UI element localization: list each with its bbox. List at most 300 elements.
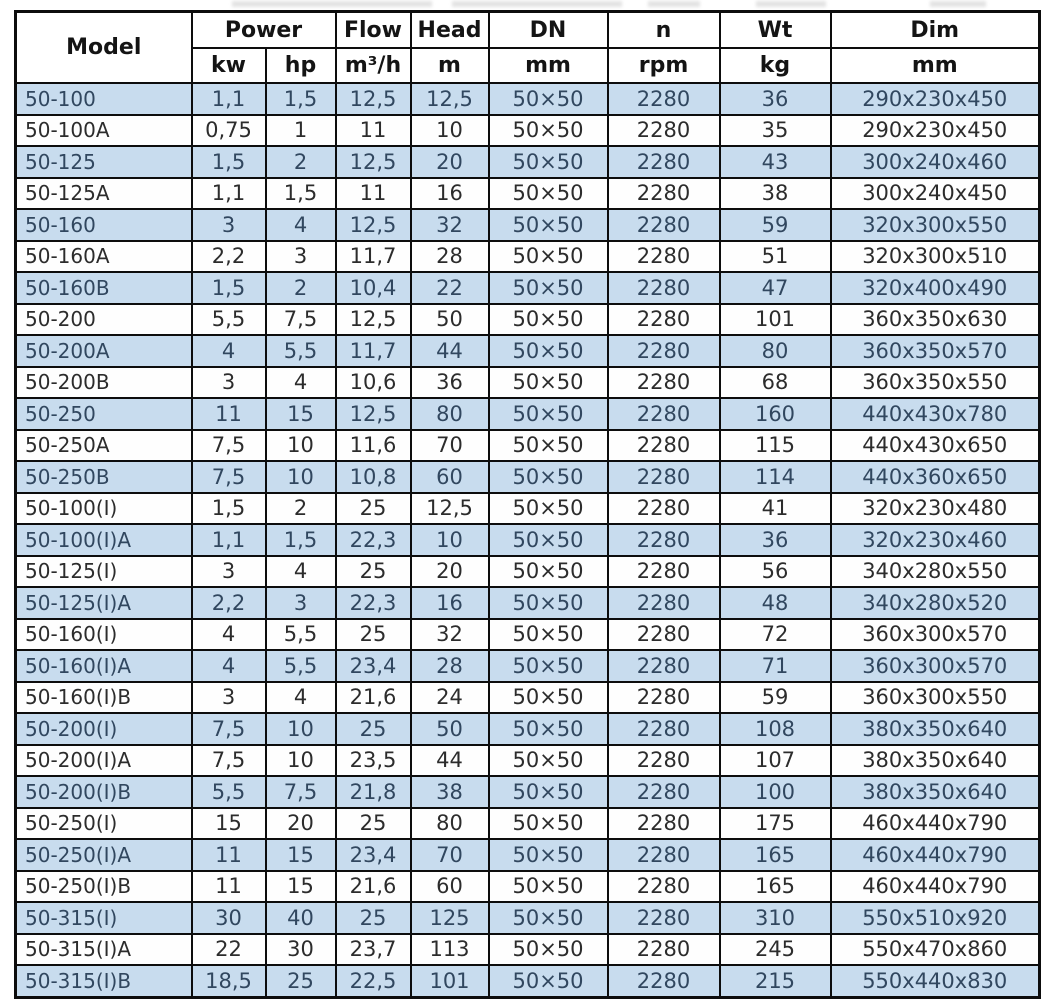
cell-flow: 22,3	[336, 587, 411, 619]
cell-dn: 50×50	[489, 808, 608, 840]
scan-artifact	[0, 1, 1054, 9]
cell-model: 50-200(I)A	[16, 745, 192, 777]
cell-hp: 5,5	[266, 650, 336, 682]
cell-kw: 11	[192, 871, 266, 903]
cell-head: 80	[411, 398, 489, 430]
table-row	[16, 871, 1040, 903]
cell-n: 2280	[608, 713, 720, 745]
cell-dim: 360x350x550	[831, 367, 1040, 399]
cell-dim: 290x230x450	[831, 83, 1040, 115]
cell-wt: 68	[720, 367, 831, 399]
cell-hp: 4	[266, 556, 336, 588]
cell-kw: 5,5	[192, 776, 266, 808]
cell-wt: 101	[720, 304, 831, 336]
cell-head: 28	[411, 241, 489, 273]
cell-dn: 50×50	[489, 934, 608, 966]
cell-flow: 23,4	[336, 650, 411, 682]
cell-dn: 50×50	[489, 839, 608, 871]
cell-hp: 40	[266, 902, 336, 934]
cell-flow: 21,8	[336, 776, 411, 808]
table-row	[16, 493, 1040, 525]
table-row	[16, 556, 1040, 588]
cell-kw: 1,1	[192, 178, 266, 210]
cell-dn: 50×50	[489, 335, 608, 367]
cell-hp: 4	[266, 367, 336, 399]
cell-wt: 41	[720, 493, 831, 525]
pump-spec-table	[14, 10, 1041, 999]
table-row	[16, 367, 1040, 399]
cell-dn: 50×50	[489, 272, 608, 304]
cell-kw: 7,5	[192, 430, 266, 462]
cell-model: 50-200	[16, 304, 192, 336]
cell-kw: 4	[192, 335, 266, 367]
cell-head: 22	[411, 272, 489, 304]
cell-kw: 11	[192, 398, 266, 430]
cell-head: 70	[411, 430, 489, 462]
cell-head: 20	[411, 556, 489, 588]
cell-dn: 50×50	[489, 367, 608, 399]
cell-flow: 10,4	[336, 272, 411, 304]
cell-dn: 50×50	[489, 398, 608, 430]
cell-model: 50-100(I)	[16, 493, 192, 525]
cell-kw: 2,2	[192, 241, 266, 273]
cell-n: 2280	[608, 178, 720, 210]
cell-wt: 59	[720, 209, 831, 241]
cell-wt: 107	[720, 745, 831, 777]
cell-dn: 50×50	[489, 713, 608, 745]
cell-wt: 108	[720, 713, 831, 745]
unit-hp: hp	[266, 48, 336, 83]
cell-n: 2280	[608, 587, 720, 619]
col-header-wt: Wt	[720, 12, 831, 49]
cell-model: 50-200(I)	[16, 713, 192, 745]
cell-head: 32	[411, 619, 489, 651]
cell-dim: 440x360x650	[831, 461, 1040, 493]
cell-wt: 51	[720, 241, 831, 273]
cell-n: 2280	[608, 619, 720, 651]
cell-wt: 215	[720, 965, 831, 997]
table-row	[16, 461, 1040, 493]
cell-wt: 56	[720, 556, 831, 588]
cell-kw: 4	[192, 619, 266, 651]
cell-head: 16	[411, 587, 489, 619]
cell-hp: 4	[266, 682, 336, 714]
table-row	[16, 146, 1040, 178]
cell-hp: 20	[266, 808, 336, 840]
cell-flow: 25	[336, 713, 411, 745]
cell-kw: 3	[192, 209, 266, 241]
cell-flow: 10,6	[336, 367, 411, 399]
cell-dim: 320x400x490	[831, 272, 1040, 304]
cell-dn: 50×50	[489, 902, 608, 934]
unit-kw: kw	[192, 48, 266, 83]
table-row	[16, 682, 1040, 714]
cell-hp: 1,5	[266, 83, 336, 115]
cell-hp: 1	[266, 115, 336, 147]
cell-n: 2280	[608, 398, 720, 430]
cell-n: 2280	[608, 83, 720, 115]
cell-hp: 10	[266, 461, 336, 493]
cell-kw: 15	[192, 808, 266, 840]
table-row	[16, 304, 1040, 336]
cell-hp: 4	[266, 209, 336, 241]
cell-wt: 43	[720, 146, 831, 178]
cell-n: 2280	[608, 934, 720, 966]
header-row-groups	[16, 12, 1040, 49]
cell-model: 50-315(I)B	[16, 965, 192, 997]
cell-wt: 100	[720, 776, 831, 808]
cell-hp: 2	[266, 272, 336, 304]
cell-kw: 2,2	[192, 587, 266, 619]
cell-dim: 360x300x570	[831, 650, 1040, 682]
cell-wt: 165	[720, 839, 831, 871]
cell-flow: 25	[336, 556, 411, 588]
cell-hp: 2	[266, 493, 336, 525]
cell-n: 2280	[608, 902, 720, 934]
cell-flow: 21,6	[336, 871, 411, 903]
cell-head: 50	[411, 713, 489, 745]
cell-hp: 7,5	[266, 304, 336, 336]
table-row	[16, 934, 1040, 966]
cell-dim: 320x230x460	[831, 524, 1040, 556]
cell-model: 50-250	[16, 398, 192, 430]
cell-wt: 310	[720, 902, 831, 934]
cell-wt: 36	[720, 83, 831, 115]
cell-model: 50-160A	[16, 241, 192, 273]
cell-hp: 5,5	[266, 619, 336, 651]
cell-dim: 300x240x450	[831, 178, 1040, 210]
cell-dn: 50×50	[489, 587, 608, 619]
cell-head: 28	[411, 650, 489, 682]
table-row	[16, 776, 1040, 808]
cell-n: 2280	[608, 745, 720, 777]
cell-head: 80	[411, 808, 489, 840]
table-row	[16, 241, 1040, 273]
cell-kw: 3	[192, 556, 266, 588]
cell-flow: 12,5	[336, 209, 411, 241]
cell-dn: 50×50	[489, 650, 608, 682]
cell-dn: 50×50	[489, 115, 608, 147]
cell-flow: 12,5	[336, 146, 411, 178]
cell-dn: 50×50	[489, 146, 608, 178]
cell-dn: 50×50	[489, 430, 608, 462]
cell-dim: 360x350x630	[831, 304, 1040, 336]
cell-head: 125	[411, 902, 489, 934]
cell-n: 2280	[608, 871, 720, 903]
cell-head: 20	[411, 146, 489, 178]
cell-dn: 50×50	[489, 556, 608, 588]
cell-hp: 10	[266, 430, 336, 462]
cell-flow: 11,7	[336, 241, 411, 273]
table-row	[16, 587, 1040, 619]
cell-wt: 71	[720, 650, 831, 682]
cell-model: 50-250(I)B	[16, 871, 192, 903]
cell-head: 16	[411, 178, 489, 210]
cell-wt: 35	[720, 115, 831, 147]
unit-dim: mm	[831, 48, 1040, 83]
cell-flow: 25	[336, 619, 411, 651]
cell-model: 50-250(I)	[16, 808, 192, 840]
cell-model: 50-315(I)	[16, 902, 192, 934]
cell-flow: 12,5	[336, 83, 411, 115]
cell-n: 2280	[608, 650, 720, 682]
cell-wt: 114	[720, 461, 831, 493]
cell-head: 32	[411, 209, 489, 241]
cell-wt: 175	[720, 808, 831, 840]
table-row	[16, 430, 1040, 462]
cell-dn: 50×50	[489, 965, 608, 997]
cell-n: 2280	[608, 272, 720, 304]
table-row	[16, 83, 1040, 115]
cell-kw: 1,5	[192, 272, 266, 304]
table-row	[16, 839, 1040, 871]
table-row	[16, 713, 1040, 745]
table-row	[16, 902, 1040, 934]
col-header-head: Head	[411, 12, 489, 49]
cell-dim: 290x230x450	[831, 115, 1040, 147]
cell-wt: 36	[720, 524, 831, 556]
cell-model: 50-125	[16, 146, 192, 178]
cell-wt: 160	[720, 398, 831, 430]
table-row	[16, 209, 1040, 241]
cell-wt: 245	[720, 934, 831, 966]
cell-dim: 550x440x830	[831, 965, 1040, 997]
cell-dim: 550x470x860	[831, 934, 1040, 966]
cell-wt: 165	[720, 871, 831, 903]
cell-head: 101	[411, 965, 489, 997]
cell-flow: 11,6	[336, 430, 411, 462]
cell-wt: 59	[720, 682, 831, 714]
cell-kw: 7,5	[192, 461, 266, 493]
cell-dn: 50×50	[489, 871, 608, 903]
cell-n: 2280	[608, 556, 720, 588]
cell-n: 2280	[608, 524, 720, 556]
cell-hp: 15	[266, 839, 336, 871]
cell-model: 50-200A	[16, 335, 192, 367]
cell-kw: 4	[192, 650, 266, 682]
cell-model: 50-100A	[16, 115, 192, 147]
cell-n: 2280	[608, 430, 720, 462]
cell-dn: 50×50	[489, 493, 608, 525]
cell-hp: 7,5	[266, 776, 336, 808]
cell-dn: 50×50	[489, 619, 608, 651]
cell-dim: 460x440x790	[831, 808, 1040, 840]
cell-head: 44	[411, 335, 489, 367]
cell-dim: 360x350x570	[831, 335, 1040, 367]
cell-dim: 320x230x480	[831, 493, 1040, 525]
cell-model: 50-250(I)A	[16, 839, 192, 871]
cell-hp: 10	[266, 713, 336, 745]
cell-kw: 0,75	[192, 115, 266, 147]
cell-n: 2280	[608, 839, 720, 871]
cell-wt: 72	[720, 619, 831, 651]
cell-flow: 25	[336, 493, 411, 525]
cell-hp: 15	[266, 398, 336, 430]
cell-model: 50-200B	[16, 367, 192, 399]
cell-n: 2280	[608, 776, 720, 808]
cell-hp: 3	[266, 587, 336, 619]
cell-n: 2280	[608, 367, 720, 399]
table-row	[16, 272, 1040, 304]
cell-model: 50-250A	[16, 430, 192, 462]
col-header-dim: Dim	[831, 12, 1040, 49]
cell-hp: 30	[266, 934, 336, 966]
cell-head: 36	[411, 367, 489, 399]
cell-model: 50-160(I)B	[16, 682, 192, 714]
cell-hp: 15	[266, 871, 336, 903]
cell-model: 50-160(I)A	[16, 650, 192, 682]
col-header-dn: DN	[489, 12, 608, 49]
cell-dim: 380x350x640	[831, 713, 1040, 745]
cell-dim: 440x430x650	[831, 430, 1040, 462]
cell-dim: 320x300x550	[831, 209, 1040, 241]
cell-head: 60	[411, 871, 489, 903]
cell-kw: 30	[192, 902, 266, 934]
cell-n: 2280	[608, 493, 720, 525]
cell-kw: 3	[192, 682, 266, 714]
cell-n: 2280	[608, 335, 720, 367]
cell-flow: 23,7	[336, 934, 411, 966]
cell-dim: 460x440x790	[831, 871, 1040, 903]
table-row	[16, 524, 1040, 556]
unit-flow: m³/h	[336, 48, 411, 83]
cell-head: 38	[411, 776, 489, 808]
table-row	[16, 808, 1040, 840]
cell-n: 2280	[608, 965, 720, 997]
cell-dim: 320x300x510	[831, 241, 1040, 273]
cell-hp: 10	[266, 745, 336, 777]
cell-head: 44	[411, 745, 489, 777]
cell-dim: 380x350x640	[831, 745, 1040, 777]
cell-kw: 1,1	[192, 524, 266, 556]
cell-dim: 550x510x920	[831, 902, 1040, 934]
cell-model: 50-160(I)	[16, 619, 192, 651]
cell-flow: 21,6	[336, 682, 411, 714]
cell-model: 50-315(I)A	[16, 934, 192, 966]
col-header-power: Power	[192, 12, 336, 49]
cell-head: 60	[411, 461, 489, 493]
cell-hp: 1,5	[266, 178, 336, 210]
cell-head: 10	[411, 524, 489, 556]
cell-flow: 11	[336, 178, 411, 210]
cell-flow: 22,3	[336, 524, 411, 556]
table-body	[16, 83, 1040, 997]
cell-hp: 1,5	[266, 524, 336, 556]
table-header	[16, 12, 1040, 84]
cell-n: 2280	[608, 461, 720, 493]
cell-model: 50-125(I)	[16, 556, 192, 588]
cell-model: 50-200(I)B	[16, 776, 192, 808]
col-header-n: n	[608, 12, 720, 49]
cell-wt: 80	[720, 335, 831, 367]
cell-kw: 3	[192, 367, 266, 399]
cell-hp: 25	[266, 965, 336, 997]
cell-dn: 50×50	[489, 241, 608, 273]
cell-head: 24	[411, 682, 489, 714]
cell-wt: 38	[720, 178, 831, 210]
unit-n: rpm	[608, 48, 720, 83]
cell-dim: 300x240x460	[831, 146, 1040, 178]
cell-hp: 5,5	[266, 335, 336, 367]
cell-model: 50-125A	[16, 178, 192, 210]
table-row	[16, 650, 1040, 682]
cell-dim: 380x350x640	[831, 776, 1040, 808]
cell-n: 2280	[608, 682, 720, 714]
cell-wt: 48	[720, 587, 831, 619]
cell-dim: 340x280x520	[831, 587, 1040, 619]
cell-flow: 12,5	[336, 398, 411, 430]
cell-head: 70	[411, 839, 489, 871]
cell-model: 50-100	[16, 83, 192, 115]
unit-wt: kg	[720, 48, 831, 83]
cell-flow: 25	[336, 808, 411, 840]
cell-flow: 23,4	[336, 839, 411, 871]
cell-model: 50-125(I)A	[16, 587, 192, 619]
cell-dn: 50×50	[489, 524, 608, 556]
cell-kw: 1,5	[192, 493, 266, 525]
cell-kw: 22	[192, 934, 266, 966]
cell-head: 12,5	[411, 83, 489, 115]
cell-head: 12,5	[411, 493, 489, 525]
cell-dim: 460x440x790	[831, 839, 1040, 871]
cell-dim: 340x280x550	[831, 556, 1040, 588]
cell-dn: 50×50	[489, 745, 608, 777]
cell-n: 2280	[608, 808, 720, 840]
cell-flow: 12,5	[336, 304, 411, 336]
cell-dn: 50×50	[489, 461, 608, 493]
cell-head: 10	[411, 115, 489, 147]
cell-dn: 50×50	[489, 682, 608, 714]
table-row	[16, 398, 1040, 430]
cell-n: 2280	[608, 304, 720, 336]
cell-flow: 25	[336, 902, 411, 934]
table-row	[16, 178, 1040, 210]
table-row	[16, 619, 1040, 651]
cell-hp: 3	[266, 241, 336, 273]
cell-dn: 50×50	[489, 83, 608, 115]
cell-dn: 50×50	[489, 304, 608, 336]
cell-dn: 50×50	[489, 178, 608, 210]
cell-dim: 360x300x570	[831, 619, 1040, 651]
table-row	[16, 115, 1040, 147]
cell-n: 2280	[608, 209, 720, 241]
cell-dim: 360x300x550	[831, 682, 1040, 714]
table-row	[16, 965, 1040, 997]
cell-flow: 11,7	[336, 335, 411, 367]
cell-n: 2280	[608, 146, 720, 178]
unit-head: m	[411, 48, 489, 83]
cell-flow: 23,5	[336, 745, 411, 777]
unit-dn: mm	[489, 48, 608, 83]
cell-wt: 47	[720, 272, 831, 304]
cell-dim: 440x430x780	[831, 398, 1040, 430]
cell-dn: 50×50	[489, 209, 608, 241]
cell-kw: 7,5	[192, 713, 266, 745]
cell-n: 2280	[608, 241, 720, 273]
cell-flow: 22,5	[336, 965, 411, 997]
cell-head: 113	[411, 934, 489, 966]
table-row	[16, 745, 1040, 777]
cell-dn: 50×50	[489, 776, 608, 808]
cell-head: 50	[411, 304, 489, 336]
cell-kw: 5,5	[192, 304, 266, 336]
cell-wt: 115	[720, 430, 831, 462]
cell-model: 50-160	[16, 209, 192, 241]
cell-flow: 10,8	[336, 461, 411, 493]
cell-kw: 1,5	[192, 146, 266, 178]
cell-hp: 2	[266, 146, 336, 178]
cell-kw: 11	[192, 839, 266, 871]
